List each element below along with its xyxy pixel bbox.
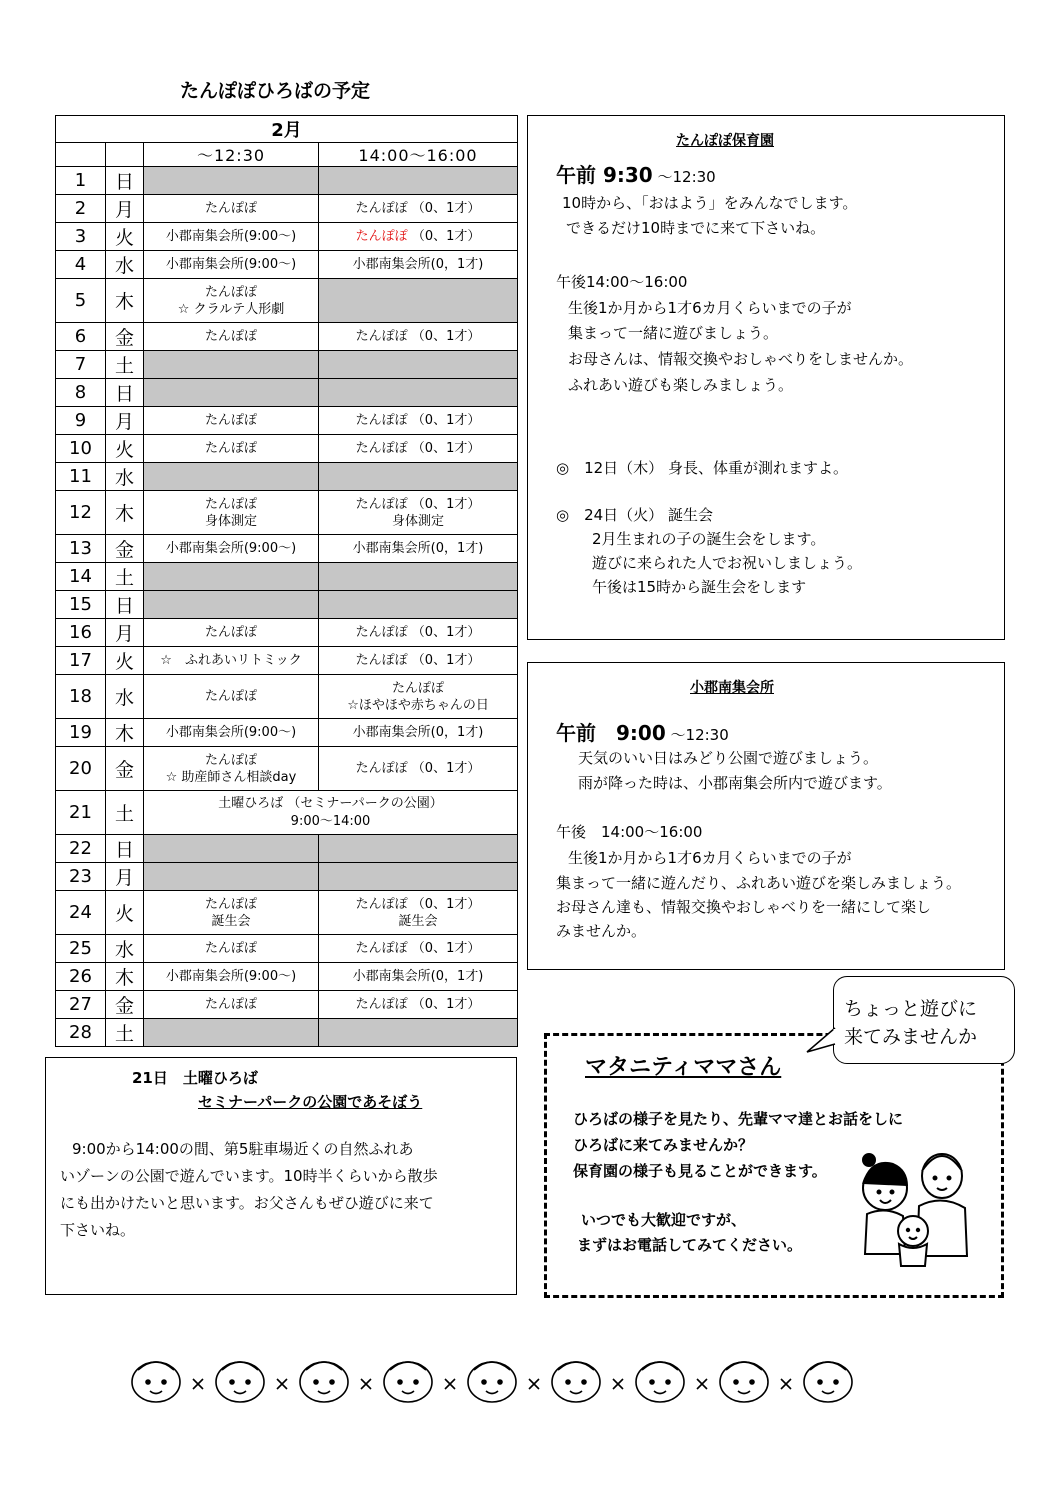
- day-of-week: 水: [106, 935, 144, 963]
- day-number: 27: [56, 991, 106, 1019]
- day-number: 12: [56, 491, 106, 535]
- tanpopo-am-line: 10時から、「おはよう」をみんなでします。: [562, 194, 858, 212]
- event-text: たんぽぽ: [204, 689, 257, 704]
- am-event-cell: [144, 963, 319, 991]
- schedule-row: [56, 675, 518, 719]
- schedule-row: [56, 835, 518, 863]
- event-text: たんぽぽ: [204, 284, 257, 300]
- pm-event-cell: [319, 647, 518, 675]
- day-of-week: 土: [106, 563, 144, 591]
- day-number: 25: [56, 935, 106, 963]
- am-event-cell: [144, 323, 319, 351]
- pm-event-cell: [319, 719, 518, 747]
- am-event-cell: [144, 351, 319, 379]
- event-text: たんぽぽ （0、1才）: [355, 201, 481, 216]
- cross-icon: [697, 1379, 707, 1389]
- day-of-week: 日: [106, 379, 144, 407]
- pm-event-cell: [319, 491, 518, 535]
- am-event-cell: [144, 935, 319, 963]
- day-of-week: 月: [106, 863, 144, 891]
- am-event-cell: [144, 279, 319, 323]
- tanpopo-am-line: できるだけ10時までに来て下さいね。: [566, 219, 826, 237]
- ogori-pm-line: みませんか。: [556, 922, 647, 940]
- event-text: たんぽぽ （0、1才）: [355, 896, 481, 912]
- schedule-row: [56, 935, 518, 963]
- event-text: 小郡南集会所(0，1才): [352, 725, 484, 740]
- event-text: 小郡南集会所(9:00～): [165, 969, 297, 984]
- event-text: たんぽぽ （0、1才）: [355, 413, 481, 428]
- pm-event-cell: [319, 407, 518, 435]
- speech-bubble: [833, 976, 1015, 1064]
- event-text: たんぽぽ: [204, 201, 257, 216]
- tanpopo-note-measure: ◎ 12日（木） 身長、体重が測れますよ。: [556, 459, 848, 477]
- pm-event-cell: [319, 167, 518, 195]
- maternity-line: ひろばの様子を見たり、先輩ママ達とお話をしに: [573, 1110, 904, 1128]
- cross-icon: [613, 1379, 623, 1389]
- day-number: 16: [56, 619, 106, 647]
- schedule-row: [56, 535, 518, 563]
- day-number: 9: [56, 407, 106, 435]
- event-highlight: たんぽぽ: [355, 229, 408, 244]
- day-number: 4: [56, 251, 106, 279]
- am-event-cell: [144, 379, 319, 407]
- schedule-row: [56, 167, 518, 195]
- face-icon: [804, 1362, 852, 1402]
- event-note: 誕生会: [211, 913, 251, 929]
- pm-event-cell: [319, 535, 518, 563]
- day-of-week: 土: [106, 791, 144, 835]
- pm-event-cell: [319, 379, 518, 407]
- am-event-cell: [144, 719, 319, 747]
- tanpopo-am-time: [556, 159, 716, 188]
- face-icon: [300, 1362, 348, 1402]
- day-number: 11: [56, 463, 106, 491]
- header-blank: [106, 143, 144, 167]
- pm-event-cell: [319, 835, 518, 863]
- day-of-week: 火: [106, 891, 144, 935]
- saturday-line: 下さいね。: [60, 1221, 136, 1239]
- pm-event-cell: [319, 1019, 518, 1047]
- event-text: [319, 228, 517, 245]
- am-event-cell: [144, 591, 319, 619]
- schedule-row: [56, 619, 518, 647]
- event-text: たんぽぽ （0、1才）: [355, 941, 481, 956]
- day-number: 15: [56, 591, 106, 619]
- day-of-week: 金: [106, 323, 144, 351]
- schedule-row: [56, 791, 518, 835]
- am-event-cell: [144, 863, 319, 891]
- ogori-am-tail: ～12:30: [670, 726, 729, 744]
- schedule-row: [56, 863, 518, 891]
- day-of-week: 火: [106, 435, 144, 463]
- maternity-info-box: [544, 1033, 1004, 1298]
- event-note: ☆ほやほや赤ちゃんの日: [347, 697, 489, 713]
- family-illustration: [847, 1136, 977, 1276]
- event-text: 土曜ひろば （セミナーパークの公園）: [218, 795, 443, 811]
- am-event-cell: [144, 675, 319, 719]
- event-note: 誕生会: [398, 913, 438, 929]
- day-number: 22: [56, 835, 106, 863]
- day-number: 5: [56, 279, 106, 323]
- schedule-row: [56, 407, 518, 435]
- day-of-week: 日: [106, 167, 144, 195]
- day-of-week: 水: [106, 463, 144, 491]
- schedule-row: [56, 463, 518, 491]
- pm-event-cell: [319, 591, 518, 619]
- tanpopo-birthday-line: 2月生まれの子の誕生会をします。: [592, 530, 826, 548]
- event-text: たんぽぽ: [204, 997, 257, 1012]
- event-text: 小郡南集会所(9:00～): [165, 257, 297, 272]
- month-header: 2月: [56, 116, 518, 143]
- am-event-cell: [144, 835, 319, 863]
- am-event-cell: [144, 647, 319, 675]
- event-text: ☆ ふれあいリトミック: [160, 653, 302, 668]
- tanpopo-birthday-line: 午後は15時から誕生会をします: [592, 578, 807, 596]
- day-of-week: 土: [106, 1019, 144, 1047]
- schedule-table: [55, 115, 518, 1047]
- maternity-line: まずはお電話してみてください。: [577, 1236, 803, 1254]
- day-number: 20: [56, 747, 106, 791]
- am-event-cell: [144, 535, 319, 563]
- pm-event-cell: [319, 351, 518, 379]
- pm-event-cell: [319, 747, 518, 791]
- day-of-week: 月: [106, 195, 144, 223]
- event-text: 小郡南集会所(9:00～): [165, 229, 297, 244]
- day-of-week: 火: [106, 647, 144, 675]
- schedule-row: [56, 195, 518, 223]
- col-am-header: ～12:30: [144, 143, 319, 167]
- maternity-line: 保育園の様子も見ることができます。: [573, 1162, 827, 1180]
- am-event-cell: [144, 619, 319, 647]
- decorative-faces-border: [128, 1352, 868, 1408]
- tanpopo-am-tail: ～12:30: [657, 168, 716, 186]
- tanpopo-am-head: 午前 9:30: [556, 163, 653, 187]
- ogori-pm-line: 集まって一緒に遊んだり、ふれあい遊びを楽しみましょう。: [556, 874, 962, 892]
- day-number: 13: [56, 535, 106, 563]
- speech-line: ちょっと遊びに: [844, 998, 978, 1020]
- event-text: たんぽぽ: [204, 413, 257, 428]
- header-blank: [56, 143, 106, 167]
- schedule-row: [56, 323, 518, 351]
- pm-event-cell: [319, 935, 518, 963]
- am-event-cell: [144, 491, 319, 535]
- face-icon: [636, 1362, 684, 1402]
- schedule-row: [56, 251, 518, 279]
- am-event-cell: [144, 463, 319, 491]
- tanpopo-pm-line: ふれあい遊びも楽しみましょう。: [568, 376, 794, 394]
- schedule-row: [56, 747, 518, 791]
- schedule-row: [56, 963, 518, 991]
- face-icon: [384, 1362, 432, 1402]
- cross-icon: [781, 1379, 791, 1389]
- schedule-row: [56, 351, 518, 379]
- pm-event-cell: [319, 963, 518, 991]
- cross-icon: [529, 1379, 539, 1389]
- schedule-row: [56, 1019, 518, 1047]
- event-time: 9:00～14:00: [290, 813, 371, 829]
- day-of-week: 木: [106, 491, 144, 535]
- saturday-line: にも出かけたいと思います。お父さんもぜひ遊びに来て: [60, 1194, 434, 1212]
- day-number: 28: [56, 1019, 106, 1047]
- saturday-title: 21日 土曜ひろば: [132, 1069, 258, 1087]
- pm-event-cell: [319, 279, 518, 323]
- event-text: 小郡南集会所(0，1才): [352, 541, 484, 556]
- ogori-title: 小郡南集会所: [690, 680, 774, 696]
- schedule-row: [56, 223, 518, 251]
- ogori-am-head: 午前 9:00: [556, 721, 666, 745]
- event-text: たんぽぽ: [392, 680, 445, 696]
- pm-event-cell: [319, 463, 518, 491]
- event-text: たんぽぽ: [204, 625, 257, 640]
- day-number: 24: [56, 891, 106, 935]
- pm-event-cell: [319, 619, 518, 647]
- day-of-week: 月: [106, 407, 144, 435]
- saturday-line: 9:00から14:00の間、第5駐車場近くの自然ふれあ: [72, 1140, 414, 1158]
- am-event-cell: [144, 195, 319, 223]
- day-number: 6: [56, 323, 106, 351]
- schedule-row: [56, 379, 518, 407]
- day-of-week: 木: [106, 279, 144, 323]
- day-of-week: 月: [106, 619, 144, 647]
- day-of-week: 金: [106, 535, 144, 563]
- schedule-row: [56, 719, 518, 747]
- event-text: たんぽぽ: [204, 896, 257, 912]
- ogori-am-line: 天気のいい日はみどり公園で遊びましょう。: [578, 749, 879, 767]
- pm-event-cell: [319, 563, 518, 591]
- am-event-cell: [144, 991, 319, 1019]
- saturday-subtitle: セミナーパークの公園であそぼう: [198, 1093, 423, 1111]
- face-icon: [132, 1362, 180, 1402]
- event-text: たんぽぽ: [204, 941, 257, 956]
- day-of-week: 水: [106, 251, 144, 279]
- pm-event-cell: [319, 891, 518, 935]
- day-number: 1: [56, 167, 106, 195]
- face-icon: [552, 1362, 600, 1402]
- tanpopo-birthday-line: 遊びに来られた人でお祝いしましょう。: [592, 554, 863, 572]
- pm-event-cell: [319, 195, 518, 223]
- day-of-week: 日: [106, 835, 144, 863]
- event-text: 小郡南集会所(9:00～): [165, 541, 297, 556]
- am-event-cell: [144, 167, 319, 195]
- event-text: たんぽぽ （0、1才）: [355, 496, 481, 512]
- day-number: 2: [56, 195, 106, 223]
- day-number: 18: [56, 675, 106, 719]
- event-text: 小郡南集会所(0，1才): [352, 969, 484, 984]
- event-text: たんぽぽ: [204, 329, 257, 344]
- cross-icon: [361, 1379, 371, 1389]
- day-of-week: 日: [106, 591, 144, 619]
- day-number: 7: [56, 351, 106, 379]
- cross-icon: [445, 1379, 455, 1389]
- ogori-pm-line: 生後1か月から1才6カ月くらいまでの子が: [568, 849, 852, 867]
- day-of-week: 木: [106, 963, 144, 991]
- event-note: 身体測定: [392, 513, 445, 529]
- event-text: たんぽぽ （0、1才）: [355, 441, 481, 456]
- day-of-week: 金: [106, 747, 144, 791]
- ogori-info-box: [527, 662, 1005, 970]
- event-text: たんぽぽ （0、1才）: [355, 653, 481, 668]
- page-title: たんぽぽひろばの予定: [180, 80, 371, 102]
- event-text: たんぽぽ （0、1才）: [355, 329, 481, 344]
- event-text: たんぽぽ （0、1才）: [355, 997, 481, 1012]
- pm-event-cell: [319, 991, 518, 1019]
- tanpopo-info-box: [527, 115, 1005, 640]
- day-number: 3: [56, 223, 106, 251]
- day-number: 8: [56, 379, 106, 407]
- am-event-cell: [144, 223, 319, 251]
- event-text: 小郡南集会所(9:00～): [165, 725, 297, 740]
- pm-event-cell: [319, 435, 518, 463]
- event-text: 小郡南集会所(0，1才): [352, 257, 484, 272]
- day-number: 21: [56, 791, 106, 835]
- speech-line: 来てみませんか: [844, 1026, 978, 1048]
- event-note: 身体測定: [204, 513, 257, 529]
- am-event-cell: [144, 563, 319, 591]
- event-text: たんぽぽ: [204, 496, 257, 512]
- tanpopo-pm-line: 集まって一緒に遊びましょう。: [568, 324, 779, 342]
- pm-event-cell: [319, 675, 518, 719]
- ogori-am-line: 雨が降った時は、小郡南集会所内で遊びます。: [578, 774, 892, 792]
- tanpopo-note-birthday: ◎ 24日（火） 誕生会: [556, 506, 713, 524]
- ogori-pm-head: 午後 14:00～16:00: [556, 823, 703, 841]
- tanpopo-pm-line: 生後1か月から1才6カ月くらいまでの子が: [568, 299, 852, 317]
- event-text: たんぽぽ: [204, 441, 257, 456]
- tanpopo-title: たんぽぽ保育園: [676, 133, 774, 149]
- face-icon: [216, 1362, 264, 1402]
- schedule-row: [56, 891, 518, 935]
- am-event-cell: [144, 435, 319, 463]
- schedule-row: [56, 563, 518, 591]
- schedule-row: [56, 991, 518, 1019]
- ogori-pm-line: お母さん達も、情報交換やおしゃべりを一緒にして楽し: [556, 898, 932, 916]
- day-number: 23: [56, 863, 106, 891]
- maternity-line: いつでも大歓迎ですが、: [581, 1211, 747, 1229]
- day-number: 26: [56, 963, 106, 991]
- day-number: 19: [56, 719, 106, 747]
- day-of-week: 土: [106, 351, 144, 379]
- am-event-cell: [144, 747, 319, 791]
- cross-icon: [277, 1379, 287, 1389]
- face-icon: [468, 1362, 516, 1402]
- day-of-week: 水: [106, 675, 144, 719]
- day-number: 17: [56, 647, 106, 675]
- event-text: たんぽぽ （0、1才）: [355, 761, 481, 776]
- pm-event-cell: [319, 863, 518, 891]
- event-text: たんぽぽ: [204, 752, 257, 768]
- event-note: ☆ 助産師さん相談day: [165, 769, 297, 785]
- am-event-cell: [144, 251, 319, 279]
- schedule-row: [56, 491, 518, 535]
- event-age: （0、1才）: [411, 229, 481, 244]
- maternity-title: マタニティママさん: [585, 1055, 782, 1080]
- saturday-line: いゾーンの公園で遊んでいます。10時半くらいから散歩: [60, 1167, 438, 1185]
- saturday-event-cell: [144, 791, 518, 835]
- tanpopo-pm-head: 午後14:00～16:00: [556, 273, 688, 291]
- day-number: 10: [56, 435, 106, 463]
- tanpopo-pm-line: お母さんは、情報交換やおしゃべりをしませんか。: [568, 350, 914, 368]
- event-text: たんぽぽ （0、1才）: [355, 625, 481, 640]
- am-event-cell: [144, 891, 319, 935]
- pm-event-cell: [319, 251, 518, 279]
- schedule-row: [56, 279, 518, 323]
- day-number: 14: [56, 563, 106, 591]
- maternity-line: ひろばに来てみませんか？: [573, 1136, 754, 1154]
- speech-bubble-tail: [805, 1024, 841, 1060]
- pm-event-cell: [319, 223, 518, 251]
- event-note: ☆ クラルテ人形劇: [177, 301, 285, 317]
- cross-icon: [193, 1379, 203, 1389]
- saturday-info-box: [45, 1057, 517, 1295]
- am-event-cell: [144, 1019, 319, 1047]
- schedule-row: [56, 435, 518, 463]
- ogori-am-time: [556, 717, 729, 746]
- day-of-week: 火: [106, 223, 144, 251]
- face-icon: [720, 1362, 768, 1402]
- col-pm-header: 14:00～16:00: [319, 143, 518, 167]
- day-of-week: 木: [106, 719, 144, 747]
- schedule-row: [56, 591, 518, 619]
- schedule-row: [56, 647, 518, 675]
- pm-event-cell: [319, 323, 518, 351]
- day-of-week: 金: [106, 991, 144, 1019]
- am-event-cell: [144, 407, 319, 435]
